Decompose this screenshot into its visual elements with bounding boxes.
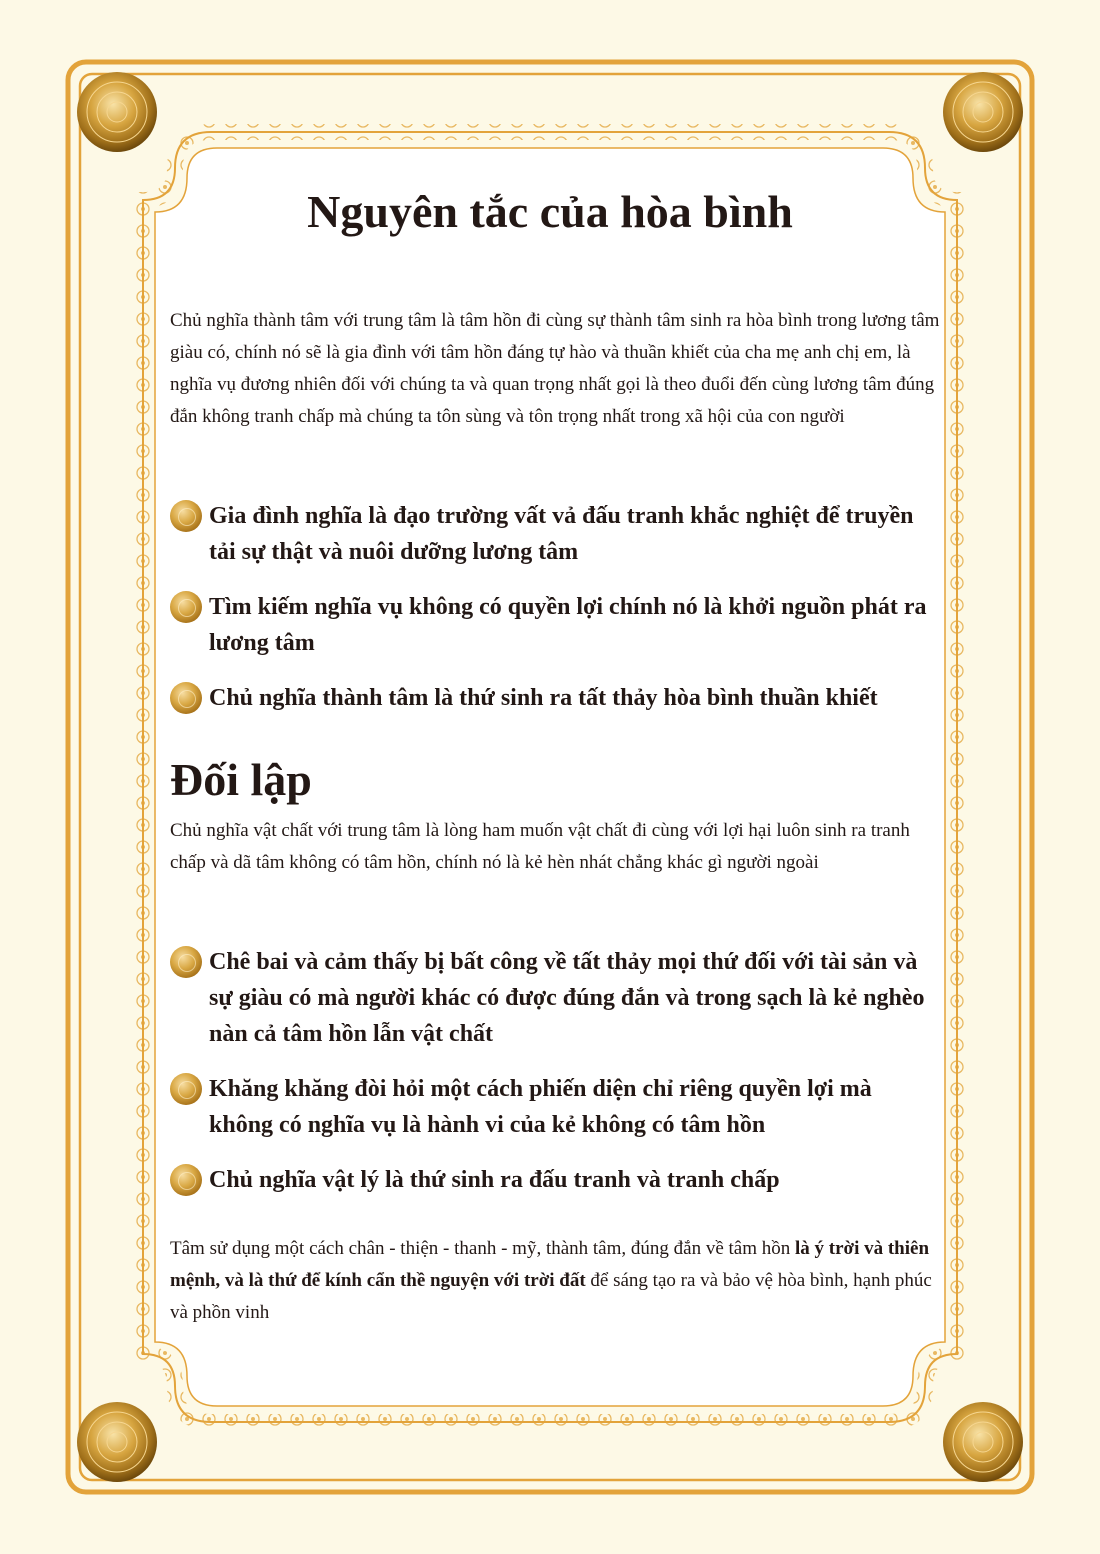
principles-list xyxy=(170,498,940,735)
gold-disc-icon xyxy=(170,682,202,714)
closing-text-bold: là ý trời và thiên mệnh, và là thứ để kính cẩn thề nguyện với trời đất xyxy=(170,1238,930,1291)
list-item-text: Gia đình nghĩa là đạo trường vất vả đấu tranh khắc nghiệt để truyền tải sự thật và nuôi dưỡng lương tâm xyxy=(209,503,914,565)
page-title: Nguyên tắc của hòa bình xyxy=(307,186,793,237)
list-item xyxy=(170,1071,940,1143)
intro-paragraph: Chủ nghĩa thành tâm với trung tâm là tâm hồn đi cùng sự thành tâm sinh ra hòa bình trong lương tâm giàu có, chính nó sẽ là gia đình với tâm hồn đáng tự hào và thuần khiết của cha mẹ anh chị em, là nghĩa vụ đương nhiên đối với chúng ta và quan trọng nhất gọi là theo đuổi đến cùng lương tâm đúng đắn không tranh chấp mà chúng ta tôn sùng và tôn trọng nhất trong xã hội của con người xyxy=(170,310,940,427)
section-heading: Đối lập xyxy=(170,754,312,805)
opposition-list xyxy=(170,944,940,1217)
gold-disc-icon xyxy=(170,591,202,623)
list-item-text: Chủ nghĩa thành tâm là thứ sinh ra tất thảy hòa bình thuần khiết xyxy=(209,685,878,711)
list-item xyxy=(170,1162,940,1198)
list-item xyxy=(170,589,940,661)
gold-disc-icon xyxy=(170,500,202,532)
gold-disc-icon xyxy=(170,1073,202,1105)
list-item-text: Tìm kiếm nghĩa vụ không có quyền lợi chính nó là khởi nguồn phát ra lương tâm xyxy=(209,594,927,656)
list-item-text: Chê bai và cảm thấy bị bất công về tất thảy mọi thứ đối với tài sản và sự giàu có mà người khác có được đúng đắn và trong sạch là kẻ nghèo nàn cả tâm hồn lẫn vật chất xyxy=(209,949,925,1047)
list-item-text: Khăng khăng đòi hỏi một cách phiến diện chỉ riêng quyền lợi mà không có nghĩa vụ là hành vi của kẻ không có tâm hồn xyxy=(209,1076,872,1138)
list-item xyxy=(170,680,940,716)
closing-text-start: Tâm sử dụng một cách chân - thiện - thanh - mỹ, thành tâm, đúng đắn về tâm hồn xyxy=(170,1238,796,1259)
closing-paragraph xyxy=(170,1233,940,1329)
opposition-paragraph: Chủ nghĩa vật chất với trung tâm là lòng ham muốn vật chất đi cùng với lợi hại luôn sinh ra tranh chấp và dã tâm không có tâm hồn, chính nó là kẻ hèn nhát chẳng khác gì người ngoài xyxy=(170,820,910,873)
list-item-text: Chủ nghĩa vật lý là thứ sinh ra đấu tranh và tranh chấp xyxy=(209,1167,780,1193)
gold-disc-icon xyxy=(170,946,202,978)
gold-disc-icon xyxy=(170,1164,202,1196)
list-item xyxy=(170,498,940,570)
closing-text-end: để sáng tạo ra và bảo vệ hòa bình, hạnh phúc và phồn vinh xyxy=(170,1270,932,1323)
list-item xyxy=(170,944,940,1052)
